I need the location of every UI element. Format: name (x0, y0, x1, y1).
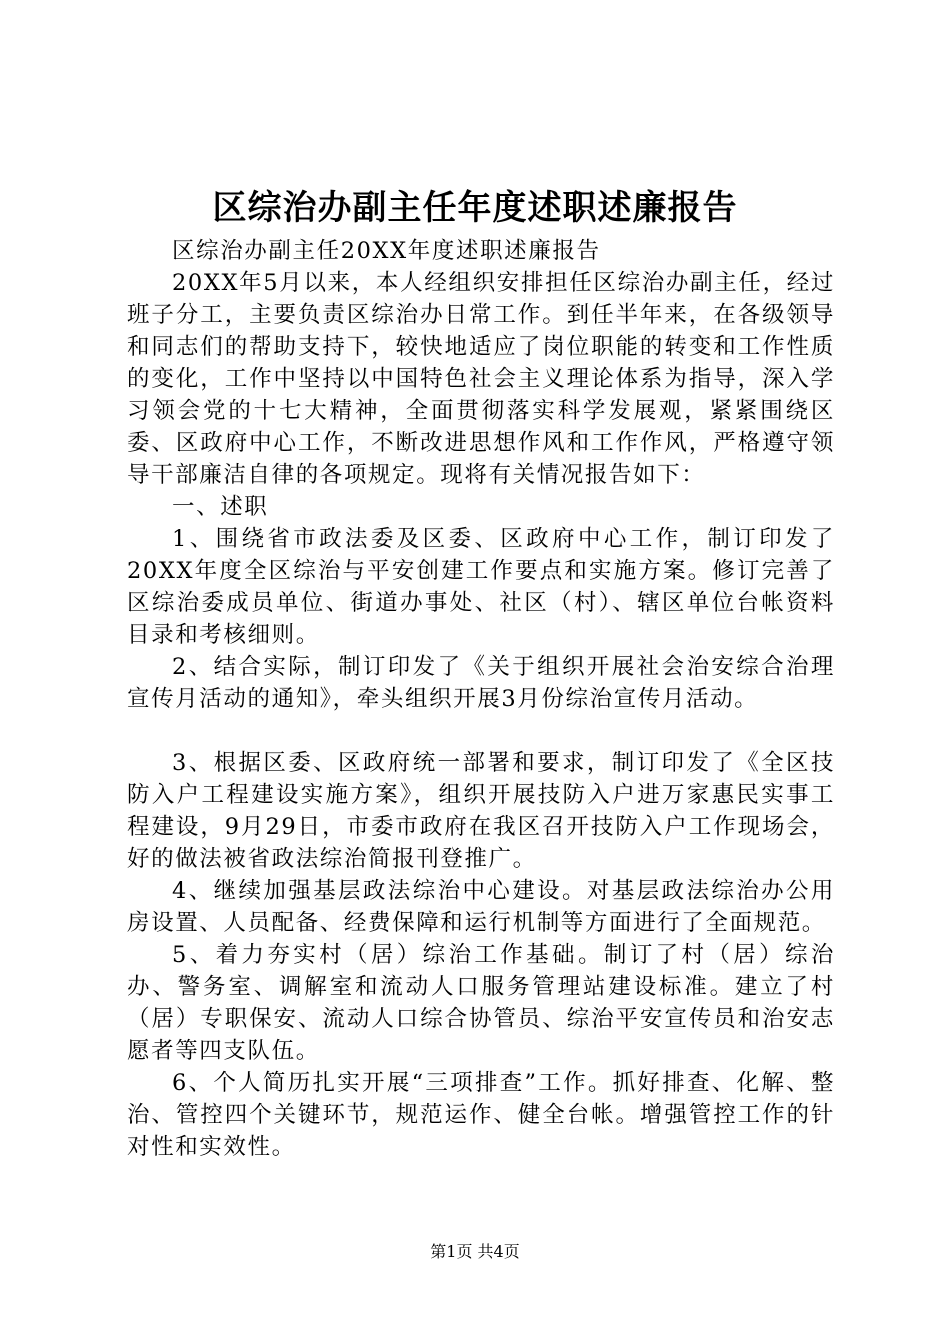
section-heading: 一、述职 (172, 494, 269, 520)
paragraph-subtitle: 区综治办副主任20XX年度述职述廉报告 (172, 238, 601, 264)
paragraph-intro: 20XX年5月以来，本人经组织安排担任区综治办副主任，经过班子分工，主要负责区综治办日常工作。到任半年来，在各级领导和同志们的帮助支持下，较快地适应了岗位职能的转变和工作性质的变化，工作中坚持以中国特色社会主义理论体系为指导，深入学习领会党的十七大精神，全面贯彻落实科学发展观，紧紧围绕区委、区政府中心工作，不断改进思想作风和工作作风，严格遵守领导干部廉洁自律的各项规定。现将有关情况报告如下： (127, 270, 835, 488)
paragraph-item-6: 6、个人简历扎实开展“三项排查”工作。抓好排查、化解、整治、管控四个关键环节，规范运作、健全台帐。增强管控工作的针对性和实效性。 (127, 1070, 835, 1160)
paragraph-item-3: 3、根据区委、区政府统一部署和要求，制订印发了《全区技防入户工程建设实施方案》，组织开展技防入户进万家惠民实事工程建设，9月29日，市委市政府在我区召开技防入户工作现场会，好的做法被省政法综治简报刊登推广。 (127, 750, 835, 872)
paragraph-item-1: 1、围绕省市政法委及区委、区政府中心工作，制订印发了20XX年度全区综治与平安创建工作要点和实施方案。修订完善了区综治委成员单位、街道办事处、社区（村）、辖区单位台帐资料目录和考核细则。 (127, 526, 835, 648)
document-title: 区综治办副主任年度述职述廉报告 (212, 188, 738, 228)
paragraph-item-5: 5、着力夯实村（居）综治工作基础。制订了村（居）综治办、警务室、调解室和流动人口服务管理站建设标准。建立了村（居）专职保安、流动人口综合协管员、综治平安宣传员和治安志愿者等四支队伍。 (127, 942, 835, 1064)
paragraph-item-4: 4、继续加强基层政法综治中心建设。对基层政法综治办公用房设置、人员配备、经费保障和运行机制等方面进行了全面规范。 (127, 878, 835, 936)
paragraph-item-2: 2、结合实际，制订印发了《关于组织开展社会治安综合治理宣传月活动的通知》，牵头组织开展3月份综治宣传月活动。 (127, 654, 835, 712)
document-body (127, 235, 835, 1163)
page-footer: 第1页 共4页 (430, 1242, 520, 1261)
